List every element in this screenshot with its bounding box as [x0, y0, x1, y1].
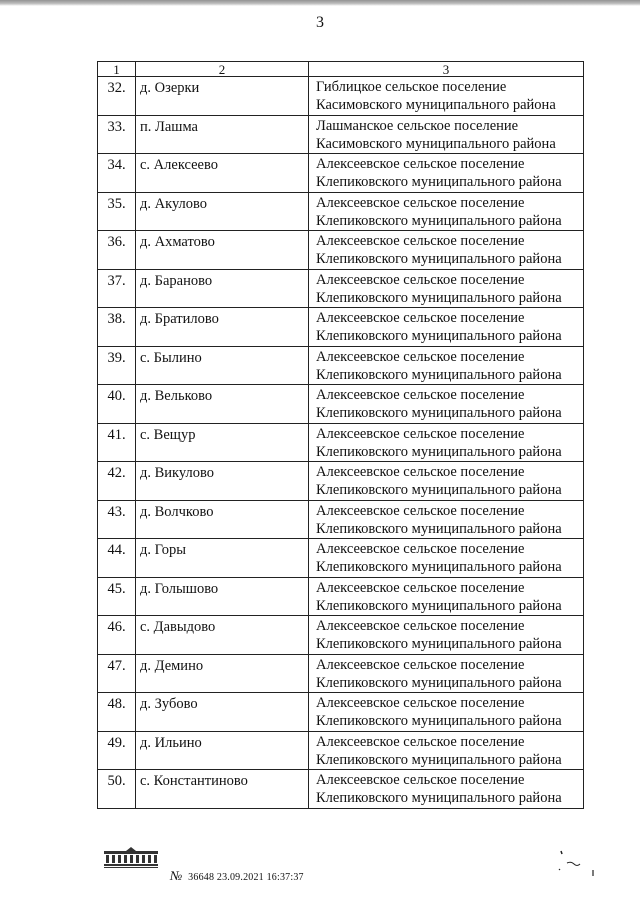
row-number: 44. [98, 539, 136, 578]
settlement-name: с. Алексеево [136, 154, 309, 193]
row-number: 43. [98, 500, 136, 539]
municipal-district-name: Касимовского муниципального района [316, 135, 556, 152]
rural-settlement-name: Алексеевское сельское поселение [316, 733, 525, 750]
page-number: 3 [316, 14, 324, 31]
table-header [98, 62, 584, 77]
municipal-district-name: Клепиковского муниципального района [316, 289, 562, 306]
table-row [98, 577, 584, 616]
municipal-district-name: Клепиковского муниципального района [316, 405, 562, 421]
settlement-name: с. Константиново [136, 770, 309, 809]
municipality-cell [309, 423, 584, 462]
row-number: 36. [98, 231, 136, 270]
table-row [98, 539, 584, 578]
table-row [98, 385, 584, 424]
row-number: 50. [98, 770, 136, 809]
number-symbol: № [170, 868, 183, 883]
settlement-name: с. Былино [136, 346, 309, 385]
table-row [98, 423, 584, 462]
municipal-district-name: Клепиковского муниципального района [316, 443, 562, 460]
municipal-district-name: Клепиковского муниципального района [316, 636, 562, 652]
table-row [98, 693, 584, 732]
settlement-name: д. Горы [136, 539, 309, 578]
municipal-district-name: Клепиковского муниципального района [316, 790, 562, 806]
header-col-3: 3 [309, 62, 584, 77]
row-number: 40. [98, 385, 136, 424]
rural-settlement-name: Алексеевское сельское поселение [316, 502, 525, 519]
municipal-district-name: Клепиковского муниципального района [316, 520, 562, 537]
rural-settlement-name: Алексеевское сельское поселение [316, 310, 525, 326]
row-number: 42. [98, 462, 136, 501]
row-number: 39. [98, 346, 136, 385]
table-row [98, 462, 584, 501]
row-number: 48. [98, 693, 136, 732]
municipality-cell [309, 308, 584, 347]
document-id: 36648 23.09.2021 16:37:37 [188, 872, 304, 883]
municipality-cell [309, 770, 584, 809]
settlement-name: д. Акулово [136, 192, 309, 231]
municipality-cell [309, 346, 584, 385]
header-row [98, 62, 584, 77]
rural-settlement-name: Алексеевское сельское поселение [316, 695, 525, 711]
municipality-cell [309, 577, 584, 616]
municipality-cell [309, 500, 584, 539]
municipality-cell [309, 192, 584, 231]
row-number: 41. [98, 423, 136, 462]
municipal-district-name: Клепиковского муниципального района [316, 328, 562, 344]
municipality-cell [309, 77, 584, 116]
settlement-name: д. Викулово [136, 462, 309, 501]
rural-settlement-name: Алексеевское сельское поселение [316, 425, 525, 442]
settlements-table [97, 61, 584, 809]
pen-marks [555, 845, 605, 881]
municipality-cell [309, 693, 584, 732]
settlement-name: д. Братилово [136, 308, 309, 347]
settlement-name: д. Ахматово [136, 231, 309, 270]
municipality-cell [309, 539, 584, 578]
municipal-district-name: Клепиковского муниципального района [316, 597, 562, 614]
table-row [98, 269, 584, 308]
municipal-district-name: Клепиковского муниципального района [316, 366, 562, 383]
municipal-district-name: Касимовского муниципального района [316, 97, 556, 113]
municipality-cell [309, 269, 584, 308]
table-row [98, 77, 584, 116]
row-number: 46. [98, 616, 136, 655]
rural-settlement-name: Алексеевское сельское поселение [316, 233, 525, 249]
table-row [98, 770, 584, 809]
row-number: 38. [98, 308, 136, 347]
settlement-name: д. Зубово [136, 693, 309, 732]
row-number: 49. [98, 731, 136, 770]
municipality-cell [309, 154, 584, 193]
municipality-cell [309, 731, 584, 770]
municipal-district-name: Клепиковского муниципального района [316, 559, 562, 575]
municipal-district-name: Клепиковского муниципального района [316, 751, 562, 768]
settlement-name: д. Бараново [136, 269, 309, 308]
table-row [98, 500, 584, 539]
rural-settlement-name: Алексеевское сельское поселение [316, 387, 525, 403]
municipal-district-name: Клепиковского муниципального района [316, 674, 562, 691]
municipality-cell [309, 616, 584, 655]
municipality-cell [309, 462, 584, 501]
row-number: 45. [98, 577, 136, 616]
table-row [98, 192, 584, 231]
rural-settlement-name: Алексеевское сельское поселение [316, 156, 525, 172]
rural-settlement-name: Алексеевское сельское поселение [316, 656, 525, 673]
rural-settlement-name: Алексеевское сельское поселение [316, 772, 525, 788]
rural-settlement-name: Гиблицкое сельское поселение [316, 79, 507, 95]
municipal-district-name: Клепиковского муниципального района [316, 482, 562, 498]
settlement-name: с. Вещур [136, 423, 309, 462]
table-row [98, 308, 584, 347]
rural-settlement-name: Алексеевское сельское поселение [316, 271, 525, 288]
rural-settlement-name: Алексеевское сельское поселение [316, 464, 525, 480]
row-number: 35. [98, 192, 136, 231]
row-number: 32. [98, 77, 136, 116]
municipal-district-name: Клепиковского муниципального района [316, 212, 562, 229]
settlement-name: д. Голышово [136, 577, 309, 616]
municipality-cell [309, 385, 584, 424]
settlement-name: д. Волчково [136, 500, 309, 539]
row-number: 47. [98, 654, 136, 693]
rural-settlement-name: Алексеевское сельское поселение [316, 618, 525, 634]
rural-settlement-name: Алексеевское сельское поселение [316, 348, 525, 365]
rural-settlement-name: Алексеевское сельское поселение [316, 194, 525, 211]
building-stamp-icon [102, 847, 160, 869]
rural-settlement-name: Алексеевское сельское поселение [316, 579, 525, 596]
settlement-name: д. Ильино [136, 731, 309, 770]
settlement-name: с. Давыдово [136, 616, 309, 655]
row-number: 34. [98, 154, 136, 193]
table-row [98, 731, 584, 770]
header-col-1: 1 [98, 62, 136, 77]
municipality-cell [309, 654, 584, 693]
municipal-district-name: Клепиковского муниципального района [316, 713, 562, 729]
municipality-cell [309, 115, 584, 154]
table-row [98, 231, 584, 270]
table-body [98, 77, 584, 809]
row-number: 37. [98, 269, 136, 308]
rural-settlement-name: Алексеевское сельское поселение [316, 541, 525, 557]
row-number: 33. [98, 115, 136, 154]
settlement-name: п. Лашма [136, 115, 309, 154]
settlement-name: д. Озерки [136, 77, 309, 116]
settlement-name: д. Вельково [136, 385, 309, 424]
table-row [98, 616, 584, 655]
scan-edge-shadow [0, 0, 640, 6]
rural-settlement-name: Лашманское сельское поселение [316, 117, 519, 134]
settlement-name: д. Демино [136, 654, 309, 693]
table-row [98, 115, 584, 154]
table-row [98, 654, 584, 693]
header-col-2: 2 [136, 62, 309, 77]
document-id-line [170, 868, 304, 884]
table-row [98, 154, 584, 193]
municipality-cell [309, 231, 584, 270]
municipal-district-name: Клепиковского муниципального района [316, 174, 562, 190]
table-row [98, 346, 584, 385]
municipal-district-name: Клепиковского муниципального района [316, 251, 562, 267]
